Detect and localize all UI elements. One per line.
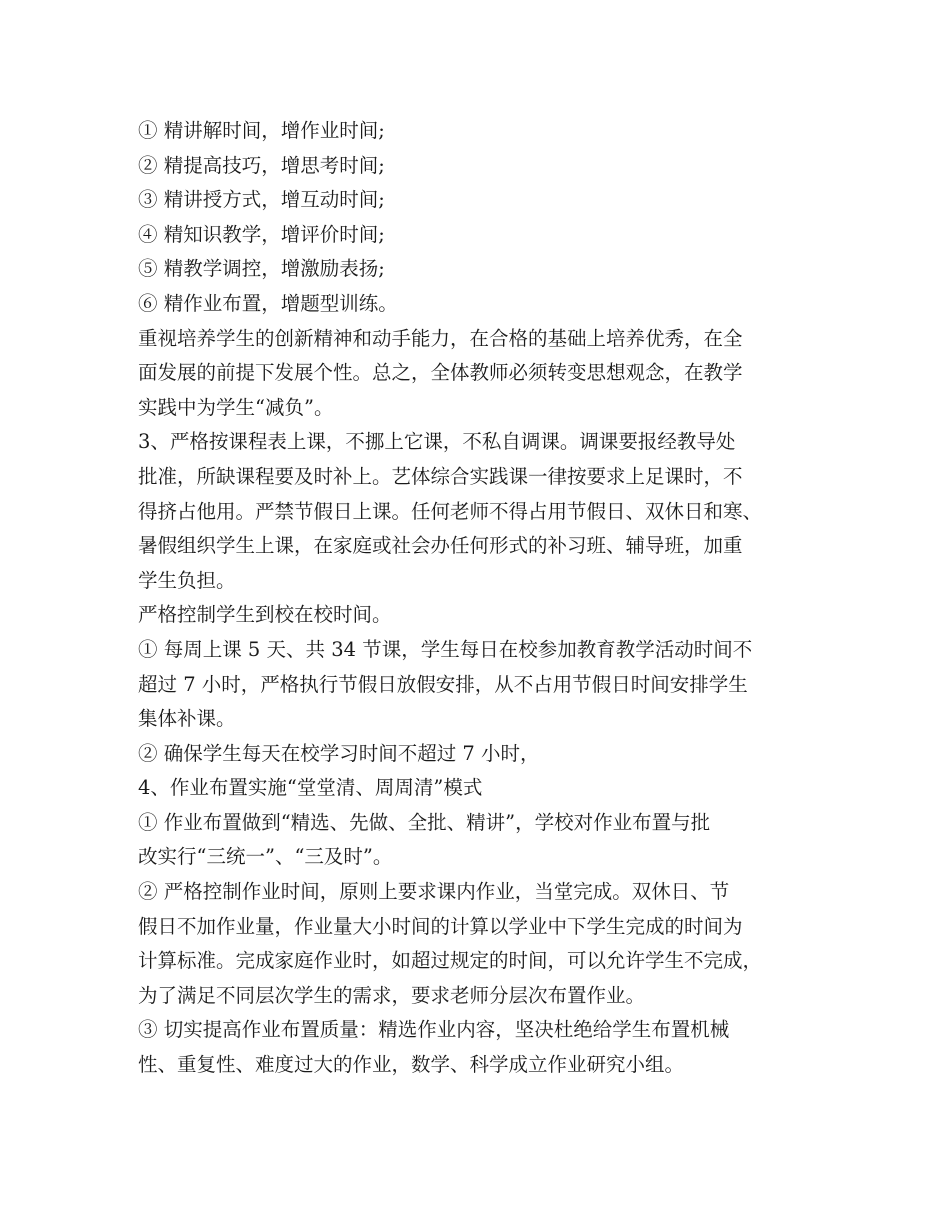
paragraph-line: 学生负担。 — [138, 568, 236, 592]
list-item-line: 超过 7 小时，严格执行节假日放假安排，从不占用节假日时间安排学生 — [138, 672, 748, 696]
list-item-line: 改实行“三统一”、“三及时”。 — [138, 845, 393, 869]
list-item-line: ② 严格控制作业时间，原则上要求课内作业，当堂完成。双休日、节 — [138, 880, 730, 904]
paragraph-line: 面发展的前提下发展个性。总之，全体教师必须转变思想观念，在教学 — [138, 361, 743, 385]
subheading-line: 严格控制学生到校在校时间。 — [138, 603, 392, 627]
list-item-line: ② 确保学生每天在校学习时间不超过 7 小时， — [138, 741, 540, 765]
paragraph-line: 重视培养学生的创新精神和动手能力，在合格的基础上培养优秀，在全 — [138, 326, 743, 350]
list-item-line: 集体补课。 — [138, 707, 236, 731]
list-item-5: ⑤ 精教学调控，增激励表扬; — [138, 257, 385, 281]
list-item-line: ① 每周上课 5 天、共 34 节课，学生每日在校参加教育教学活动时间不 — [138, 637, 753, 661]
list-item-line: ③ 切实提高作业布置质量：精选作业内容，坚决杜绝给学生布置机械 — [138, 1018, 730, 1042]
section-3-line: 3、严格按课程表上课，不挪上它课，不私自调课。调课要报经教导处 — [138, 430, 736, 454]
list-item-4: ④ 精知识教学，增评价时间; — [138, 222, 385, 246]
list-item-line: 假日不加作业量，作业量大小时间的计算以学业中下学生完成的时间为 — [138, 914, 743, 938]
paragraph-line: 得挤占他用。严禁节假日上课。任何老师不得占用节假日、双休日和寒、 — [138, 499, 763, 523]
list-item-line: 性、重复性、难度过大的作业，数学、科学成立作业研究小组。 — [138, 1053, 685, 1077]
list-item-6: ⑥ 精作业布置，增题型训练。 — [138, 291, 398, 315]
list-item-3: ③ 精讲授方式，增互动时间; — [138, 188, 385, 212]
paragraph-line: 批准，所缺课程要及时补上。艺体综合实践课一律按要求上足课时，不 — [138, 464, 743, 488]
document-body — [138, 114, 828, 1083]
paragraph-line: 实践中为学生“减负”。 — [138, 395, 334, 419]
list-item-1: ① 精讲解时间，增作业时间; — [138, 119, 385, 142]
list-item-2: ② 精提高技巧，增思考时间; — [138, 153, 385, 177]
list-item-line: ① 作业布置做到“精选、先做、全批、精讲”，学校对作业布置与批 — [138, 810, 711, 834]
paragraph-line: 暑假组织学生上课，在家庭或社会办任何形式的补习班、辅导班，加重 — [138, 534, 743, 558]
list-item-line: 为了满足不同层次学生的需求，要求老师分层次布置作业。 — [138, 983, 646, 1007]
section-4-heading: 4、作业布置实施“堂堂清、周周清”模式 — [138, 776, 483, 800]
list-item-line: 计算标准。完成家庭作业时，如超过规定的时间，可以允许学生不完成， — [138, 949, 763, 973]
